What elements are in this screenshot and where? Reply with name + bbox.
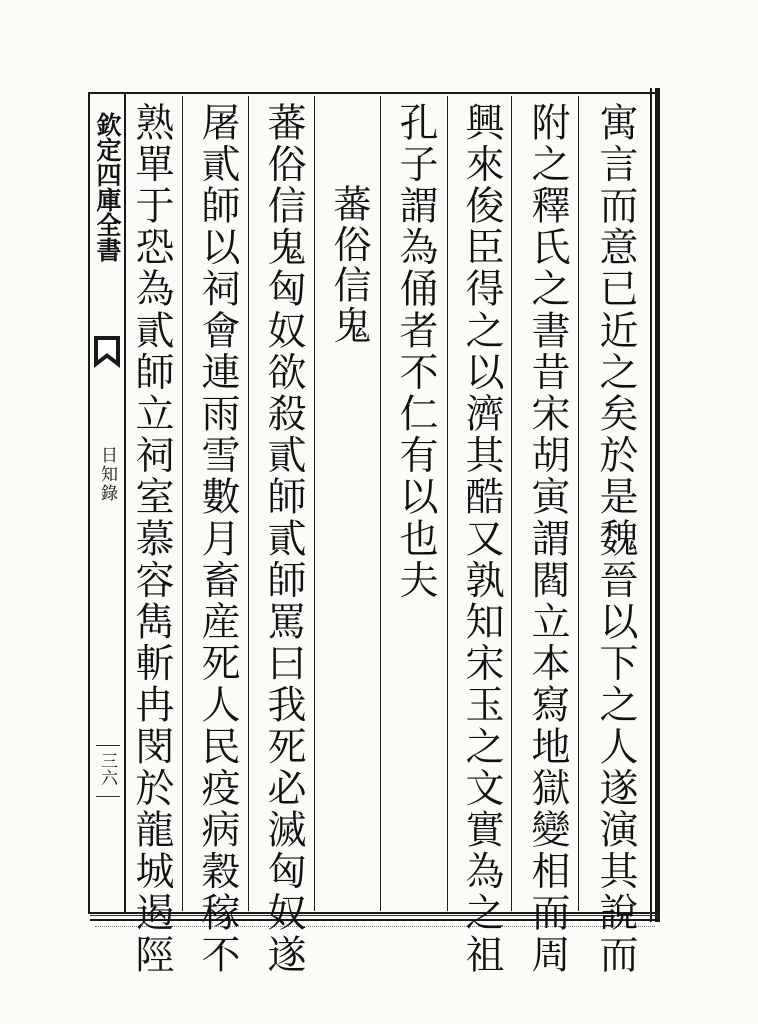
column-divider <box>182 96 183 911</box>
text-column: 寓言而意已近之矣於是魏晉以下之人遂演其說而 <box>593 102 638 976</box>
text-column: 熟單于恐為貳師立祠室慕容雋斬冉閔於龍城遏陘 <box>129 102 174 976</box>
column-divider <box>248 96 249 911</box>
text-column: 興來俊臣得之以濟其酷又孰知宋玉之文實為之祖 <box>459 102 504 976</box>
text-column: 附之釋氏之書昔宋胡寅謂閻立本寫地獄變相而周 <box>525 102 570 976</box>
series-title: 欽定四庫全書 <box>93 112 122 262</box>
text-column: 屠貳師以祠會連雨雪數月畜産死人民疫病穀稼不 <box>195 102 240 976</box>
section-heading: 蕃俗信鬼 <box>327 184 371 347</box>
text-column: 蕃俗信鬼匈奴欲殺貳師貳師罵曰我死必滅匈奴遂 <box>261 102 306 976</box>
column-divider <box>447 96 448 911</box>
page-border-right-rule <box>650 88 660 922</box>
column-divider <box>578 96 579 911</box>
column-divider <box>380 96 381 911</box>
column-divider <box>511 96 512 911</box>
book-title: 日知錄 <box>97 446 117 503</box>
fishtail-mark-icon <box>92 334 122 370</box>
text-column: 孔子謂為俑者不仁有以也夫 <box>393 102 438 602</box>
page-number: 三六 <box>97 752 117 786</box>
column-divider <box>314 96 315 911</box>
